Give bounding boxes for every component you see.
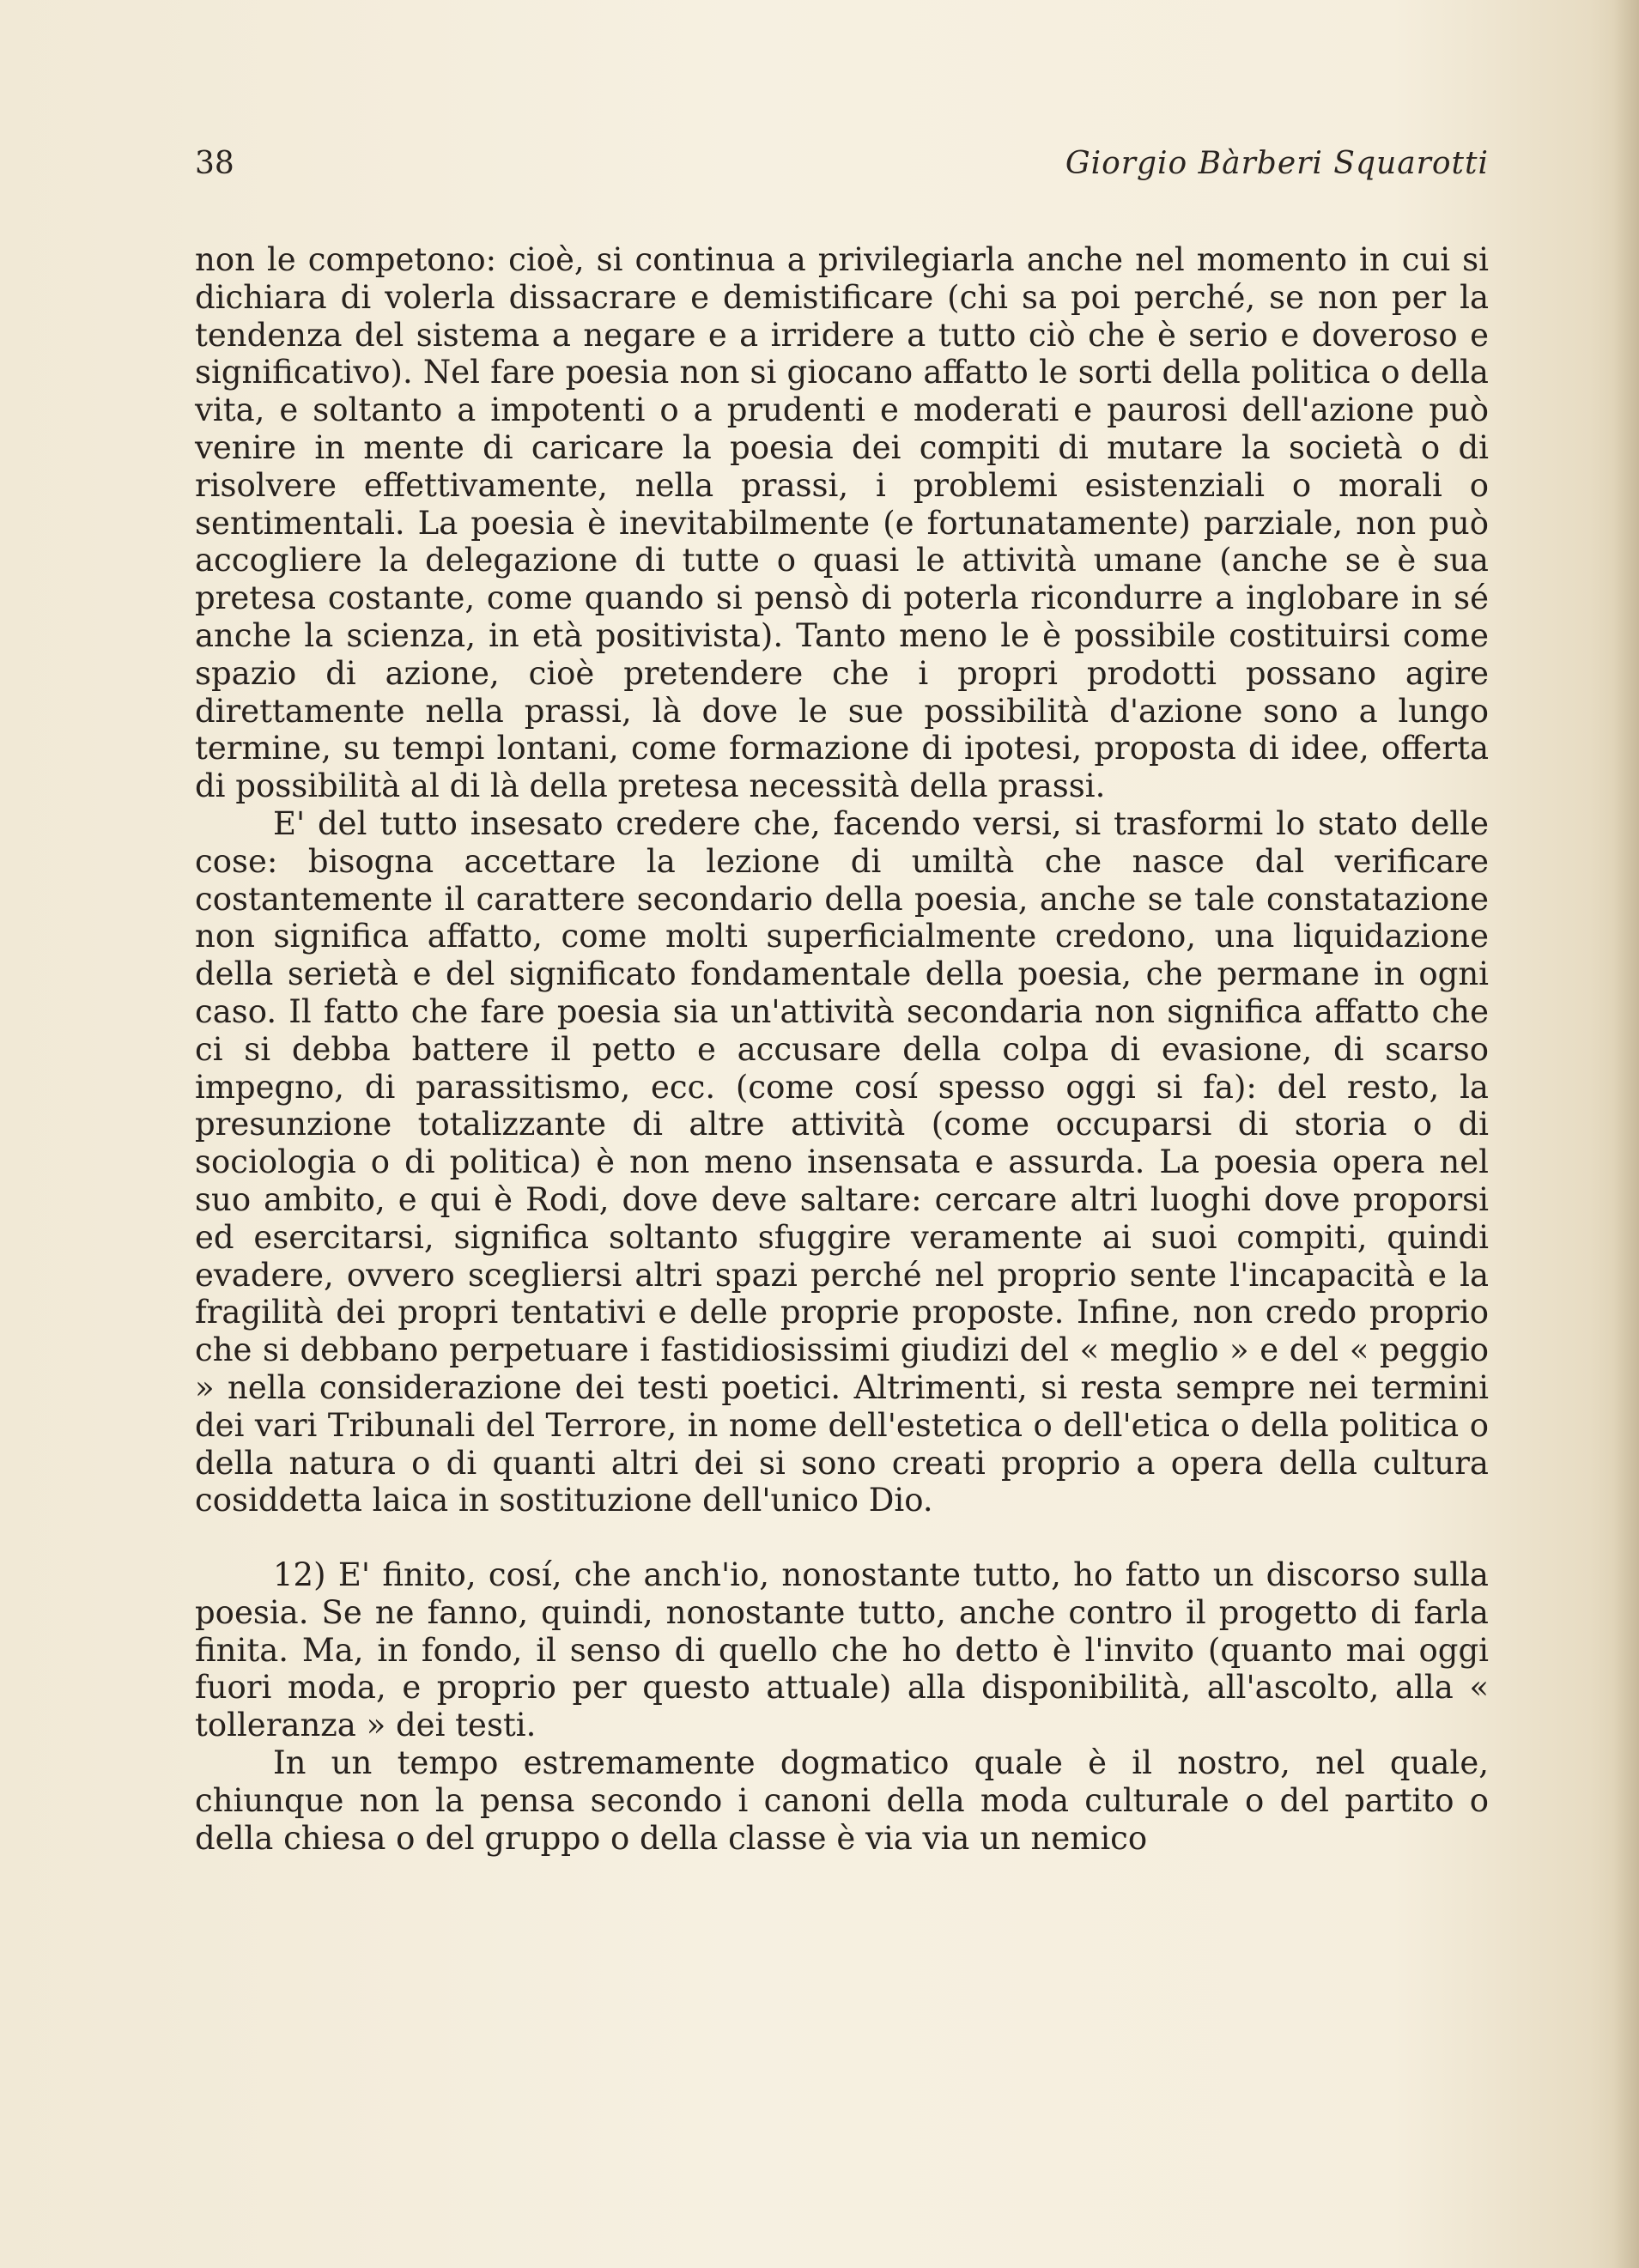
paragraph: In un tempo estremamente dogmatico quale è il nostro, nel quale, chiunque non la pensa secondo i canoni della moda culturale o del partito o della chiesa o del gruppo o della classe è via via un nemico (195, 1744, 1489, 1857)
paragraph-continuation: non le competono: cioè, si continua a privilegiarla anche nel momento in cui si dichiara di volerla dissacrare e demistificare (chi sa poi perché, se non per la tendenza del sistema a negare e a irridere a tutto ciò che è serio e doveroso e significativo). Nel fare poesia non si giocano affatto le sorti della politica o della vita, e soltanto a impotenti o a prudenti e moderati e paurosi dell'azione può venire in mente di caricare la poesia dei compiti di mutare la società o di risolvere effettivamente, nella prassi, i problemi esistenziali o morali o sentimentali. La poesia è inevitabilmente (e fortunatamente) parziale, non può accogliere la delegazione di tutte o quasi le attività umane (anche se è sua pretesa costante, come quando si pensò di poterla ricondurre a inglobare in sé anche la scienza, in età positivista). Tanto meno le è possibile costituirsi come spazio di azione, cioè pretendere che i propri prodotti possano agire direttamente nella prassi, là dove le sue possibilità d'azione sono a lungo termine, su tempi lontani, come formazione di ipotesi, proposta di idee, offerta di possibilità al di là della pretesa necessità della prassi. (195, 241, 1489, 805)
page-number: 38 (195, 146, 234, 181)
paragraph-section-12: 12) E' finito, cosí, che anch'io, nonostante tutto, ho fatto un discorso sulla poesia. Se ne fanno, quindi, nonostante tutto, anche contro il progetto di farla finita. Ma, in fondo, il senso di quello che ho detto è l'invito (quanto mai oggi fuori moda, e proprio per questo attuale) alla disponibilità, all'ascolto, alla « tolleranza » dei testi. (195, 1556, 1489, 1744)
body-text (195, 241, 1489, 1857)
running-head-author: Giorgio Bàrberi Squarotti (1065, 146, 1489, 181)
paragraph: E' del tutto insesato credere che, facendo versi, si trasformi lo stato delle cose: bisogna accettare la lezione di umiltà che nasce dal verificare costantemente il carattere secondario della poesia, anche se tale constatazione non significa affatto, come molti superficialmente credono, una liquidazione della serietà e del significato fondamentale della poesia, che permane in ogni caso. Il fatto che fare poesia sia un'attività secondaria non significa affatto che ci si debba battere il petto e accusare della colpa di evasione, di scarso impegno, di parassitismo, ecc. (come cosí spesso oggi si fa): del resto, la presunzione totalizzante di altre attività (come occuparsi di storia o di sociologia o di politica) è non meno insensata e assurda. La poesia opera nel suo ambito, e qui è Rodi, dove deve saltare: cercare altri luoghi dove proporsi ed esercitarsi, significa soltanto sfuggire veramente ai suoi compiti, quindi evadere, ovvero scegliersi altri spazi perché nel proprio sente l'incapacità e la fragilità dei propri tentativi e delle proprie proposte. Infine, non credo proprio che si debbano perpetuare i fastidiosissimi giudizi del « meglio » e del « peggio » nella considerazione dei testi poetici. Altrimenti, si resta sempre nei termini dei vari Tribunali del Terrore, in nome dell'estetica o dell'etica o della politica o della natura o di quanti altri dei si sono creati proprio a opera della cultura cosiddetta laica in sostituzione dell'unico Dio. (195, 804, 1489, 1519)
page-header (195, 146, 1489, 189)
page-edge-shadow (1613, 0, 1639, 2268)
